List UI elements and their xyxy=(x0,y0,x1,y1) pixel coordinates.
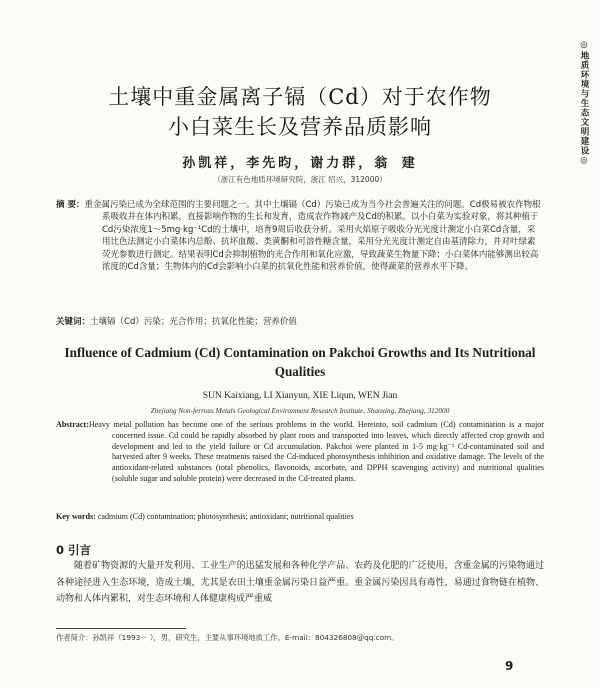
english-keywords-text: cadmium (Cd) contamination; photosynthesis; antioxidant; nutritional qualities xyxy=(97,512,354,521)
chinese-keywords-label: 关键词： xyxy=(56,317,91,327)
english-abstract-label: Abstract: xyxy=(56,420,89,429)
chinese-title-line-1: 土壤中重金属离子镉（Cd）对于农作物 xyxy=(108,85,492,109)
english-title: Influence of Cadmium (Cd) Contamination on Pakchoi Growths and Its Nutritional Qualities xyxy=(64,345,536,379)
footnote-divider xyxy=(56,628,186,629)
section-heading-introduction: 0 引言 xyxy=(56,543,92,557)
english-authors: SUN Kaixiang, LI Xianyun, XIE Liqun, WEN Jian xyxy=(202,391,398,401)
chinese-keywords xyxy=(56,316,542,328)
english-keywords-label: Key words: xyxy=(56,512,96,521)
chinese-affiliation: （浙江有色地质环境研究院，浙江 绍兴，312000） xyxy=(213,175,387,184)
journal-column-label: ◎地质环境与生态文明建设◎ xyxy=(579,40,589,167)
chinese-authors: 孙凯祥，李先昀，谢力群，翁 建 xyxy=(182,156,418,171)
page-number: 9 xyxy=(505,659,514,673)
chinese-title xyxy=(60,82,540,142)
chinese-keywords-text: 土壤镉（Cd）污染；光合作用；抗氧化性能；营养价值 xyxy=(90,317,297,327)
chinese-abstract xyxy=(56,199,542,273)
english-abstract xyxy=(56,420,544,485)
english-keywords xyxy=(56,512,544,523)
author-footnote: 作者简介：孙凯祥（1993－ ），男，研究生，主要从事环境地质工作。E-mail：804326808@qq.com。 xyxy=(56,633,399,642)
english-affiliation: Zhejiang Non-ferrous Metals Geological Environment Research Institute, Shaoxing, Zhejiang, 312000 xyxy=(150,406,450,415)
chinese-abstract-text: 重金属污染已成为全球范围的主要问题之一。其中土壤镉（Cd）污染已成为当今社会普遍关注的问题。Cd极易被农作物根系吸收并在体内积累，直接影响作物的生长和发育，造成农作物减产及Cd的积累。以小白菜为实验对象，将其种植于Cd污染浓度1～5mg·kg⁻¹Cd的土壤中，培育9周后收获分析。采用火焰原子吸收分光光度计测定小白菜Cd含量，采用比色法测定小白菜体内总酚、抗坏血酸、类黄酮和可溶性糖含量，采用分光光度计测定自由基清除力，并对叶绿素荧光参数进行测定。结果表明Cd会抑制植物的光合作用和氧化应激，导致蔬菜生物量下降；小白菜体内能够测出较高浓度的Cd含量；生物体内的Cd会影响小白菜的抗氧化性能和营养价值，使得蔬菜的营养水平下降。 xyxy=(84,200,541,273)
introduction-paragraph: 随着矿物资源的大量开发利用、工业生产的迅猛发展和各种化学产品、农药及化肥的广泛使用，含重金属的污染物通过各种途径进入生态环境，造成土壤，尤其是农田土壤重金属污染日益严重。重金属污染因具有毒性，易通过食物链在植物、动物和人体内累积，对生态环境和人体健康构成严重威 xyxy=(56,561,544,604)
chinese-title-line-2: 小白菜生长及营养品质影响 xyxy=(168,115,432,139)
english-abstract-text: Heavy metal pollution has become one of the serious problems in the world. Hereinto, soil cadmium (Cd) contamination is a major concerned issue. Cd could be rapidly absorbed by plant roots and transported into leaves, which directly affected crop growth and development and led to the yield failure or Cd accumulation. Pakchoi were planted in 1-5 mg·kg⁻¹ Cd-contaminated soil and harvested after 9 weeks. These treatments raised the Cd-induced photosynthesis inhibition and oxidative damage. The levels of the antioxidant-related substances (total phenolics, flavonoids, ascorbate, and DPPH scavenging activity) and nutritional qualities (soluble sugar and soluble protein) were decreased in the Cd-treated plants. xyxy=(88,420,544,483)
chinese-abstract-label: 摘 要： xyxy=(56,200,85,210)
